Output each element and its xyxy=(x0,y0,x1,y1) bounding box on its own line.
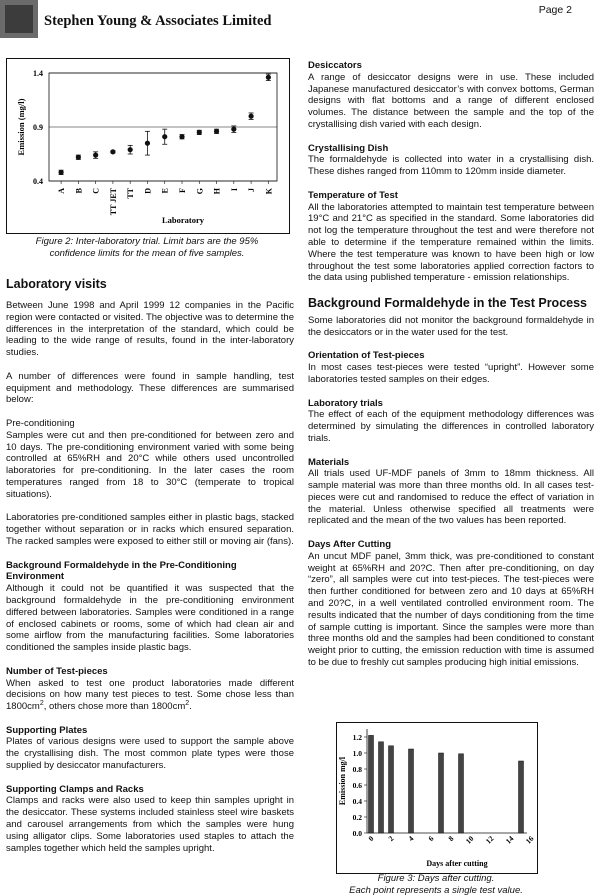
data-point-11 xyxy=(248,114,253,119)
y-axis-label: Emission (mg/l) xyxy=(16,98,26,155)
data-point-10 xyxy=(231,127,236,132)
data-point-3 xyxy=(110,149,115,154)
x-tick-label-8: 16 xyxy=(524,834,536,846)
right-column xyxy=(308,60,594,681)
paragraph-preconditioning: Samples were cut and then pre-conditioned for between zero and 10 days. The pre-conditioning environment varied with some being controlled at 65%RH and 20°C while others used uncontrolled laboratories for pre-conditioning. In the later cases the room temperatures ranged from 18 to 30°C (temperate to tropical situations). xyxy=(6,430,294,501)
y-tick-label-3: 0.6 xyxy=(353,781,363,790)
y-tick-label-6: 1.2 xyxy=(353,733,363,742)
x-tick-label-0: A xyxy=(57,188,66,194)
y-tick-label-4: 0.8 xyxy=(353,765,363,774)
y-tick-label-0: 0.4 xyxy=(33,177,43,186)
supporting-clamps-heading: Supporting Clamps and Racks xyxy=(6,784,294,796)
x-tick-label-6: E xyxy=(161,188,170,193)
data-point-0 xyxy=(58,170,63,175)
x-tick-label-8: G xyxy=(195,188,204,194)
x-tick-label-2: 4 xyxy=(406,834,415,843)
x-tick-label-4: 8 xyxy=(446,834,455,843)
paragraph-bg-preconditioning: Although it could not be quantified it was suspected that the background formaldehyde in the pre-conditioning environment differed between laboratories. Samples were conditioned in a range of enclosed cabinets or rooms, some of which had clean air and some airflow from the manufacturing facilities. Some laboratories conditioned the samples inside plastic bags. xyxy=(6,583,294,654)
figure-3-caption-line-2: Each point represents a single test value. xyxy=(336,885,536,896)
x-tick-label-10: I xyxy=(230,188,239,191)
x-tick-label-1: B xyxy=(74,187,83,193)
paragraph-differences: A number of differences were found in sample handling, test equipment and methodology. These differences are summarised below: xyxy=(6,371,294,406)
paragraph-bg-test-process: Some laboratories did not monitor the background formaldehyde in the desiccators or in the water used for the test. xyxy=(308,315,594,339)
data-point-4 xyxy=(128,147,133,152)
x-tick-label-12: K xyxy=(264,187,273,194)
orientation-heading: Orientation of Test-pieces xyxy=(308,350,594,362)
data-point-1 xyxy=(76,155,81,160)
paragraph-visits: Between June 1998 and April 1999 12 companies in the Pacific region were contacted or visited. The objective was to determine the differences in the interpretation of the standard, which could be leading to the wide range of results, found in the inter-laboratory studies. xyxy=(6,300,294,359)
bar-6 xyxy=(519,761,524,833)
bar-0 xyxy=(369,735,374,833)
bg-test-process-heading: Background Formaldehyde in the Test Process xyxy=(308,296,594,311)
number-testpieces-heading: Number of Test-pieces xyxy=(6,666,294,678)
bar-5 xyxy=(459,754,464,833)
figure-3-svg xyxy=(337,723,537,873)
figure-2-chart xyxy=(6,58,290,234)
y-tick-label-1: 0.2 xyxy=(353,813,363,822)
laboratory-trials-heading: Laboratory trials xyxy=(308,398,594,410)
superscript-1: 2 xyxy=(40,700,44,707)
number-end: . xyxy=(189,701,192,712)
number-value-1: 1800cm xyxy=(6,701,40,712)
desiccators-heading: Desiccators xyxy=(308,60,594,72)
data-point-8 xyxy=(197,130,202,135)
company-name: Stephen Young & Associates Limited xyxy=(44,13,271,30)
bg-preconditioning-heading: Background Formaldehyde in the Pre-Conditioning Environment xyxy=(6,560,294,584)
y-tick-label-1: 0.9 xyxy=(33,123,43,132)
paragraph-supporting-clamps: Clamps and racks were also used to keep thin samples upright in the desiccator. These systems included stainless steel wire baskets and carousel arrangements from which the samples were hung using alligator clips. Some laboratories used staples to attach the samples together which held the samples upright. xyxy=(6,795,294,854)
y-tick-label-0: 0.0 xyxy=(353,829,363,838)
left-column xyxy=(6,277,294,866)
paragraph-supporting-plates: Plates of various designs were used to support the sample above the crystallising dish. The most common plate types were those supplied by desiccator manufacturers. xyxy=(6,736,294,771)
data-point-2 xyxy=(93,152,98,157)
x-tick-label-9: H xyxy=(213,187,222,194)
crystallising-dish-heading: Crystallising Dish xyxy=(308,143,594,155)
x-axis-label: Laboratory xyxy=(162,215,205,225)
y-tick-label-2: 0.4 xyxy=(353,797,363,806)
x-tick-label-1: 2 xyxy=(386,834,395,843)
paragraph-desiccators: A range of desiccator designs were in use. These included Japanese manufactured desiccator’s with convex bottoms, German designs with flat bottoms and a range of different enclosed volumes. The distance between the sample and the top of the crystallising dish varied with each design. xyxy=(308,72,594,131)
paragraph-orientation: In most cases test-pieces were tested “upright”. However some laboratories tested samples on their edges. xyxy=(308,362,594,386)
paragraph-crystallising-dish: The formaldehyde is collected into water in a crystallising dish. These dishes ranged from 110mm to 120mm inside diameter. xyxy=(308,154,594,178)
supporting-plates-heading: Supporting Plates xyxy=(6,725,294,737)
number-mid: , others chose more than 1800cm xyxy=(44,701,186,712)
page-number: Page 2 xyxy=(539,4,572,16)
x-tick-label-6: 12 xyxy=(484,834,496,846)
y-tick-label-5: 1.0 xyxy=(353,749,363,758)
x-tick-label-5: D xyxy=(143,188,152,194)
temperature-heading: Temperature of Test xyxy=(308,190,594,202)
laboratory-visits-heading: Laboratory visits xyxy=(6,277,294,292)
figure-3-chart xyxy=(336,722,538,874)
data-point-12 xyxy=(266,75,271,80)
bar-4 xyxy=(439,753,444,833)
paragraph-temperature: All the laboratories attempted to maintain test temperature between 19°C and 21°C as specified in the standard. Some laboratories did not log the temperature throughout the test and were therefore not able to determine if the temperature remained within the limits. Where the test temperature was known to have been high or low throughout the test some laboratories applied correction factors to the data using published temperature - emission relationships. xyxy=(308,202,594,285)
materials-heading: Materials xyxy=(308,457,594,469)
x-tick-label-3: 6 xyxy=(426,834,435,843)
figure-2-svg xyxy=(7,59,289,233)
days-after-cutting-heading: Days After Cutting xyxy=(308,539,594,551)
x-axis-label: Days after cutting xyxy=(426,859,487,868)
x-tick-label-7: F xyxy=(178,188,187,193)
data-point-7 xyxy=(179,134,184,139)
x-tick-label-11: J xyxy=(247,188,256,192)
y-axis-label: Emission mg/l xyxy=(338,756,347,805)
paragraph-bags: Laboratories pre-conditioned samples either in plastic bags, stacked together without separation or in racks which ensured separation. The racked samples were exposed to either still or moving air (fans). xyxy=(6,512,294,547)
x-tick-label-2: C xyxy=(92,188,101,194)
bar-1 xyxy=(379,742,384,833)
data-point-9 xyxy=(214,129,219,134)
preconditioning-heading: Pre-conditioning xyxy=(6,418,294,430)
paragraph-number-testpieces xyxy=(6,678,294,713)
figure-2-caption xyxy=(6,236,288,259)
figure-2-caption-line-1: Figure 2: Inter-laboratory trial. Limit bars are the 95% xyxy=(6,236,288,248)
superscript-2: 2 xyxy=(185,700,189,707)
x-tick-label-3: TT JET xyxy=(109,187,118,215)
data-point-6 xyxy=(162,134,167,139)
data-point-5 xyxy=(145,141,150,146)
x-tick-label-7: 14 xyxy=(504,834,516,846)
paragraph-laboratory-trials: The effect of each of the equipment methodology differences was determined by simulating the differences in controlled laboratory trials. xyxy=(308,409,594,444)
company-logo xyxy=(0,0,38,38)
x-tick-label-4: TT xyxy=(126,187,135,198)
figure-3-caption-line-1: Figure 3: Days after cutting. xyxy=(336,873,536,885)
x-tick-label-0: 0 xyxy=(366,834,375,843)
bar-3 xyxy=(409,749,414,833)
figure-2-caption-line-2: confidence limits for the mean of five samples. xyxy=(6,248,288,260)
number-text: When asked to test one product laboratories made different decisions on how many test pieces to test. Some chose less than xyxy=(6,678,294,701)
paragraph-days-after-cutting: An uncut MDF panel, 3mm thick, was pre-conditioned to constant weight at 65%RH and 20?C. Then after pre-conditioning, on day “zero”, all samples were cut into test-pieces. The test-pieces were then further conditioned for between zero and 10 days at 65%RH and 20?C, in a well ventilated controlled environment room. The results indicated that the number of days conditioning from the time of sample cutting is important. Since the samples were more than three months old and the samples had been conditioned to constant weight prior to cutting, the emission reduction with time is assumed to be due to freshly cut samples producing high initial emissions. xyxy=(308,551,594,669)
paragraph-materials: All trials used UF-MDF panels of 3mm to 18mm thickness. All sample material was more than three months old. In all cases test-pieces were cut and randomised to reduce the effect of variation in the material. Unless otherwise specified all treatments were replicated and the mean of the two values has been reported. xyxy=(308,468,594,527)
figure-3-caption xyxy=(336,873,536,896)
x-tick-label-5: 10 xyxy=(464,834,476,846)
y-tick-label-2: 1.4 xyxy=(33,69,43,78)
bar-2 xyxy=(389,746,394,833)
